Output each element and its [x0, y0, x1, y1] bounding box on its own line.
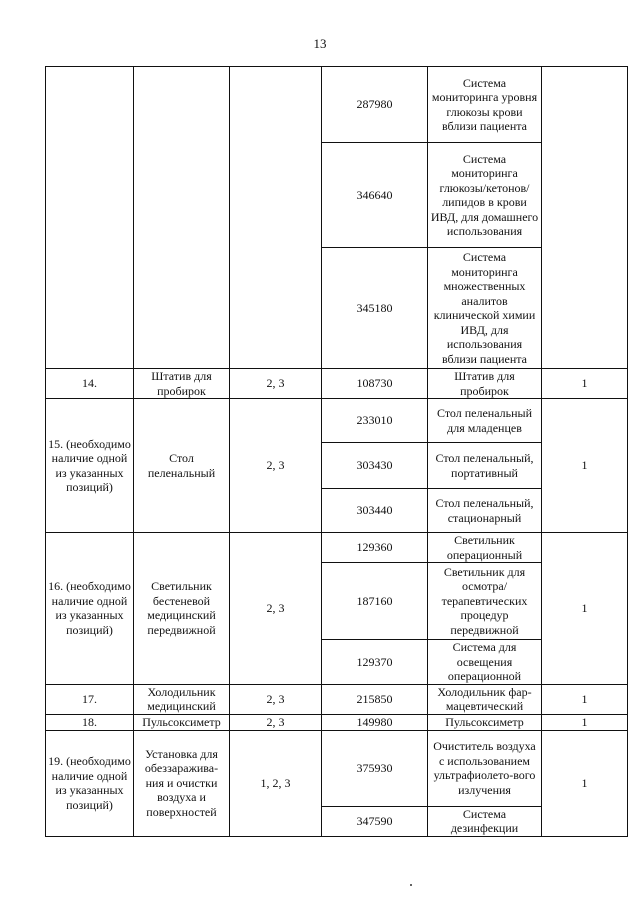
code-cell: 215850 — [322, 684, 428, 714]
number-cell: 15. (необходимо наличие одной из указанных позиций) — [46, 399, 134, 533]
quantity-cell: 1 — [542, 684, 628, 714]
equipment-cell: Стол пеленальный — [134, 399, 230, 533]
quantity-cell: 1 — [542, 369, 628, 399]
table-row — [46, 399, 628, 443]
code-cell: 375930 — [322, 730, 428, 806]
table-row — [46, 714, 628, 730]
table-row — [46, 684, 628, 714]
type-name-cell: Система мониторинга глюкозы/кетонов/ липидов в крови ИВД, для домашнего использования — [428, 143, 542, 248]
type-name-cell: Система дезинфекции — [428, 806, 542, 836]
type-name-cell: Система мониторинга уровня глюкозы крови вблизи пациента — [428, 67, 542, 143]
code-cell: 149980 — [322, 714, 428, 730]
requirement-cell: 2, 3 — [230, 369, 322, 399]
code-cell: 108730 — [322, 369, 428, 399]
table-row — [46, 67, 628, 143]
quantity-cell: 1 — [542, 714, 628, 730]
quantity-cell: 1 — [542, 730, 628, 836]
requirement-cell: 1, 2, 3 — [230, 730, 322, 836]
equipment-cell: Холодильник медицинский — [134, 684, 230, 714]
type-name-cell: Стол пеленальный, стационарный — [428, 489, 542, 533]
equipment-cell: Светильник бестеневой медицинский передвижной — [134, 533, 230, 685]
equipment-table — [45, 66, 628, 837]
equipment-cell: Штатив для пробирок — [134, 369, 230, 399]
code-cell: 129360 — [322, 533, 428, 563]
type-name-cell: Очиститель воздуха с использованием ультрафиолето-вого излучения — [428, 730, 542, 806]
equipment-cell: Пульсоксиметр — [134, 714, 230, 730]
number-cell: 14. — [46, 369, 134, 399]
table-row — [46, 730, 628, 806]
quantity-cell — [542, 67, 628, 369]
table-row — [46, 533, 628, 563]
number-cell: 17. — [46, 684, 134, 714]
number-cell: 18. — [46, 714, 134, 730]
type-name-cell: Стол пеленальный, портативный — [428, 443, 542, 489]
number-cell: 16. (необходимо наличие одной из указанных позиций) — [46, 533, 134, 685]
type-name-cell: Светильник для осмотра/ терапевтических процедур передвижной — [428, 563, 542, 640]
number-cell — [46, 67, 134, 369]
requirement-cell — [230, 67, 322, 369]
code-cell: 287980 — [322, 67, 428, 143]
table-row — [46, 369, 628, 399]
code-cell: 346640 — [322, 143, 428, 248]
quantity-cell: 1 — [542, 399, 628, 533]
requirement-cell: 2, 3 — [230, 684, 322, 714]
requirement-cell: 2, 3 — [230, 399, 322, 533]
code-cell: 345180 — [322, 248, 428, 369]
code-cell: 233010 — [322, 399, 428, 443]
quantity-cell: 1 — [542, 533, 628, 685]
type-name-cell: Холодильник фар-мацевтический — [428, 684, 542, 714]
number-cell: 19. (необходимо наличие одной из указанных позиций) — [46, 730, 134, 836]
page-number: 13 — [313, 36, 327, 51]
code-cell: 303440 — [322, 489, 428, 533]
equipment-cell — [134, 67, 230, 369]
code-cell: 129370 — [322, 640, 428, 685]
type-name-cell: Светильник операционный — [428, 533, 542, 563]
code-cell: 347590 — [322, 806, 428, 836]
scan-speck — [410, 884, 412, 886]
type-name-cell: Система для освещения операционной — [428, 640, 542, 685]
code-cell: 187160 — [322, 563, 428, 640]
requirement-cell: 2, 3 — [230, 714, 322, 730]
type-name-cell: Пульсоксиметр — [428, 714, 542, 730]
type-name-cell: Штатив для пробирок — [428, 369, 542, 399]
type-name-cell: Система мониторинга множественных аналитов клинической химии ИВД, для использования вблизи пациента — [428, 248, 542, 369]
code-cell: 303430 — [322, 443, 428, 489]
requirement-cell: 2, 3 — [230, 533, 322, 685]
equipment-cell: Установка для обеззаражива-ния и очистки воздуха и поверхностей — [134, 730, 230, 836]
type-name-cell: Стол пеленальный для младенцев — [428, 399, 542, 443]
